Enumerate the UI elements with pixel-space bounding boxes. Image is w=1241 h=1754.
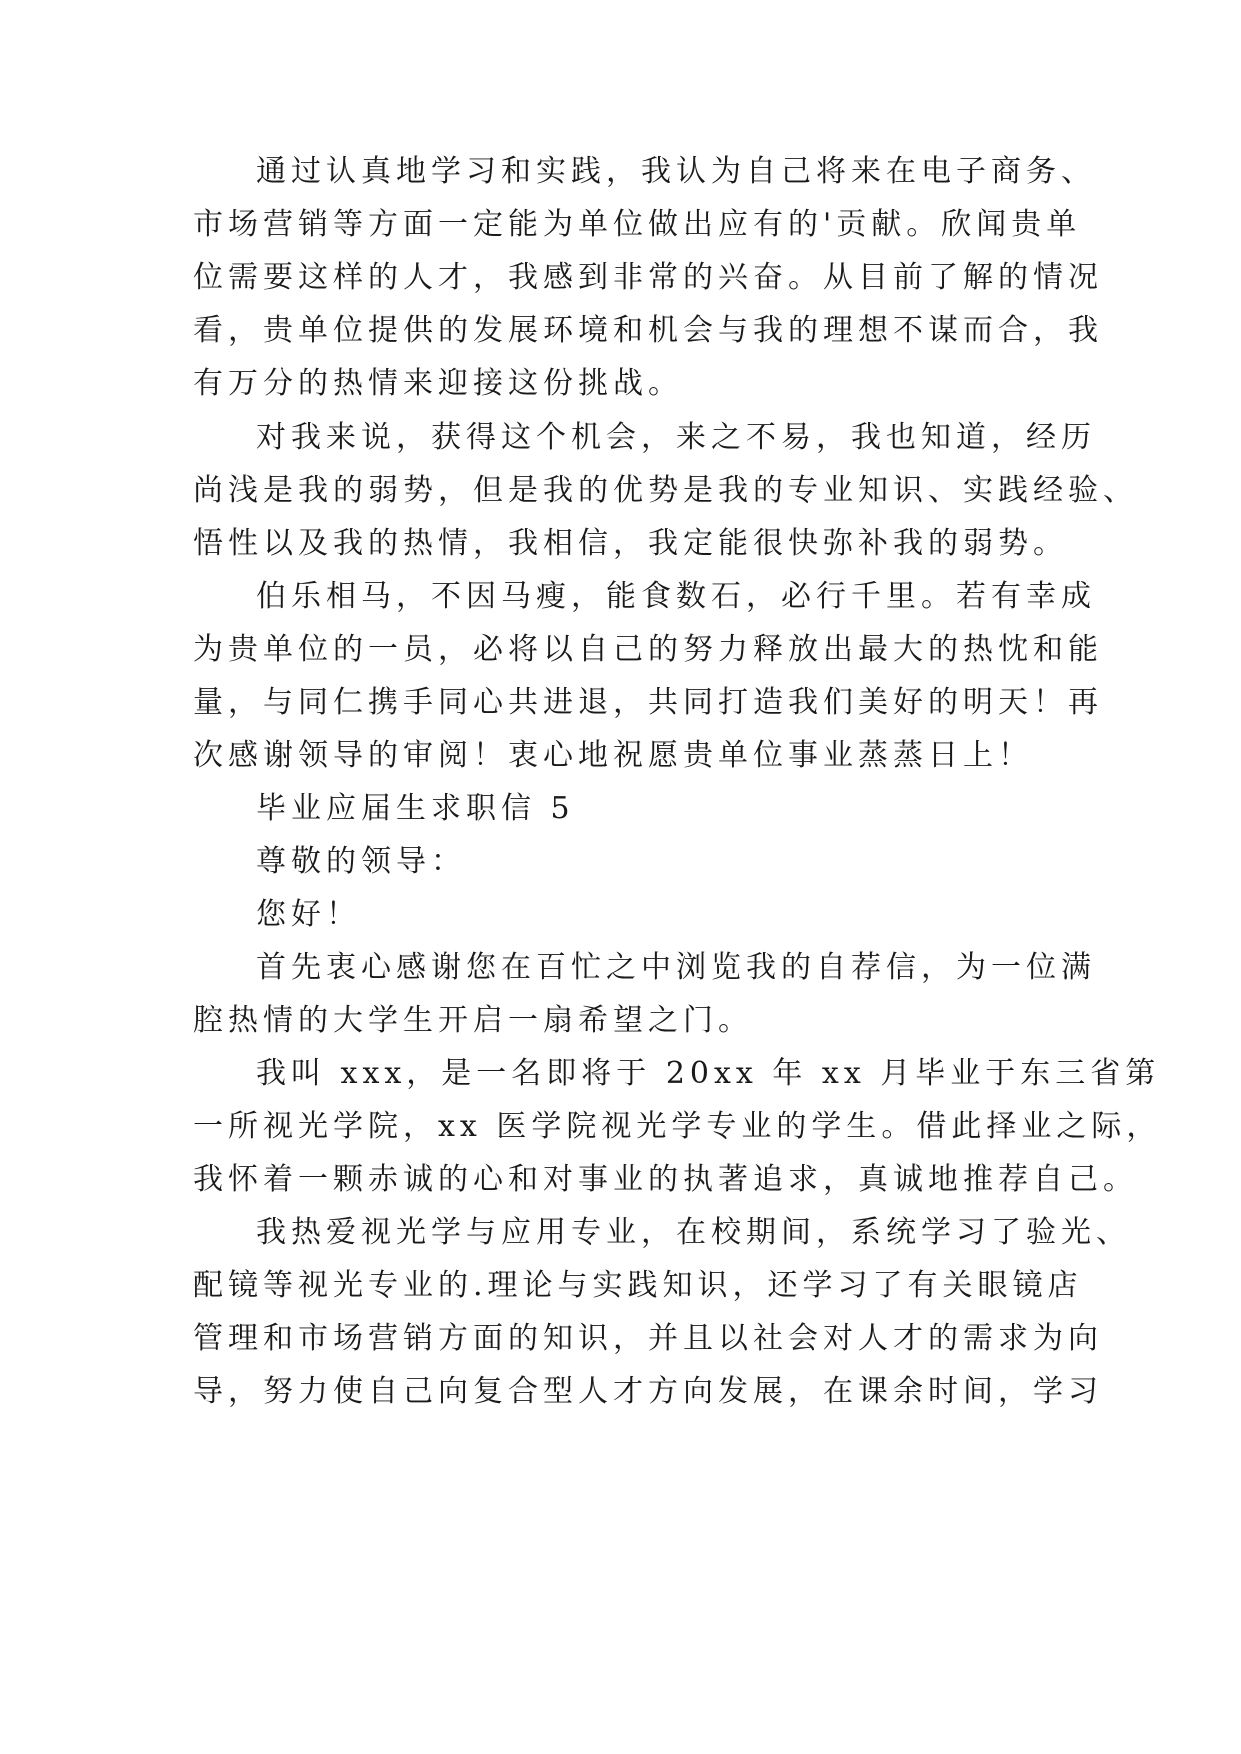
paragraph-line: 为贵单位的一员，必将以自己的努力释放出最大的热忱和能 xyxy=(193,632,1103,667)
letter-salutation: 尊敬的领导： xyxy=(256,844,466,879)
paragraph-line: 位需要这样的人才，我感到非常的兴奋。从目前了解的情况 xyxy=(193,260,1103,295)
paragraph-line: 一所视光学院，xx 医学院视光学专业的学生。借此择业之际， xyxy=(193,1109,1162,1144)
paragraph-line: 我怀着一颗赤诚的心和对事业的执著追求，真诚地推荐自己。 xyxy=(193,1162,1138,1197)
paragraph-line: 尚浅是我的弱势，但是我的优势是我的专业知识、实践经验、 xyxy=(193,473,1138,508)
paragraph-line: 量，与同仁携手同心共进退，共同打造我们美好的明天！再 xyxy=(193,685,1103,720)
paragraph-line: 配镜等视光专业的.理论与实践知识，还学习了有关眼镜店 xyxy=(193,1268,1083,1303)
paragraph-line: 我叫 xxx，是一名即将于 20xx 年 xx 月毕业于东三省第 xyxy=(256,1056,1161,1091)
paragraph-line: 对我来说，获得这个机会，来之不易，我也知道，经历 xyxy=(256,420,1096,455)
paragraph-line: 伯乐相马，不因马瘦，能食数石，必行千里。若有幸成 xyxy=(256,579,1096,614)
paragraph-line: 市场营销等方面一定能为单位做出应有的'贡献。欣闻贵单 xyxy=(193,207,1082,242)
paragraph-line: 管理和市场营销方面的知识，并且以社会对人才的需求为向 xyxy=(193,1321,1103,1356)
paragraph-line: 我热爱视光学与应用专业，在校期间，系统学习了验光、 xyxy=(256,1215,1131,1250)
paragraph-line: 有万分的热情来迎接这份挑战。 xyxy=(193,366,683,401)
paragraph-line: 看，贵单位提供的发展环境和机会与我的理想不谋而合，我 xyxy=(193,313,1103,348)
letter-heading: 毕业应届生求职信 5 xyxy=(256,791,575,826)
paragraph-line: 次感谢领导的审阅！衷心地祝愿贵单位事业蒸蒸日上！ xyxy=(193,738,1033,773)
paragraph-line: 首先衷心感谢您在百忙之中浏览我的自荐信，为一位满 xyxy=(256,950,1096,985)
paragraph-line: 腔热情的大学生开启一扇希望之门。 xyxy=(193,1003,753,1038)
paragraph-line: 通过认真地学习和实践，我认为自己将来在电子商务、 xyxy=(256,154,1096,189)
paragraph-line: 导，努力使自己向复合型人才方向发展，在课余时间，学习 xyxy=(193,1374,1103,1409)
paragraph-line: 悟性以及我的热情，我相信，我定能很快弥补我的弱势。 xyxy=(193,526,1068,561)
letter-greeting: 您好！ xyxy=(256,897,361,932)
